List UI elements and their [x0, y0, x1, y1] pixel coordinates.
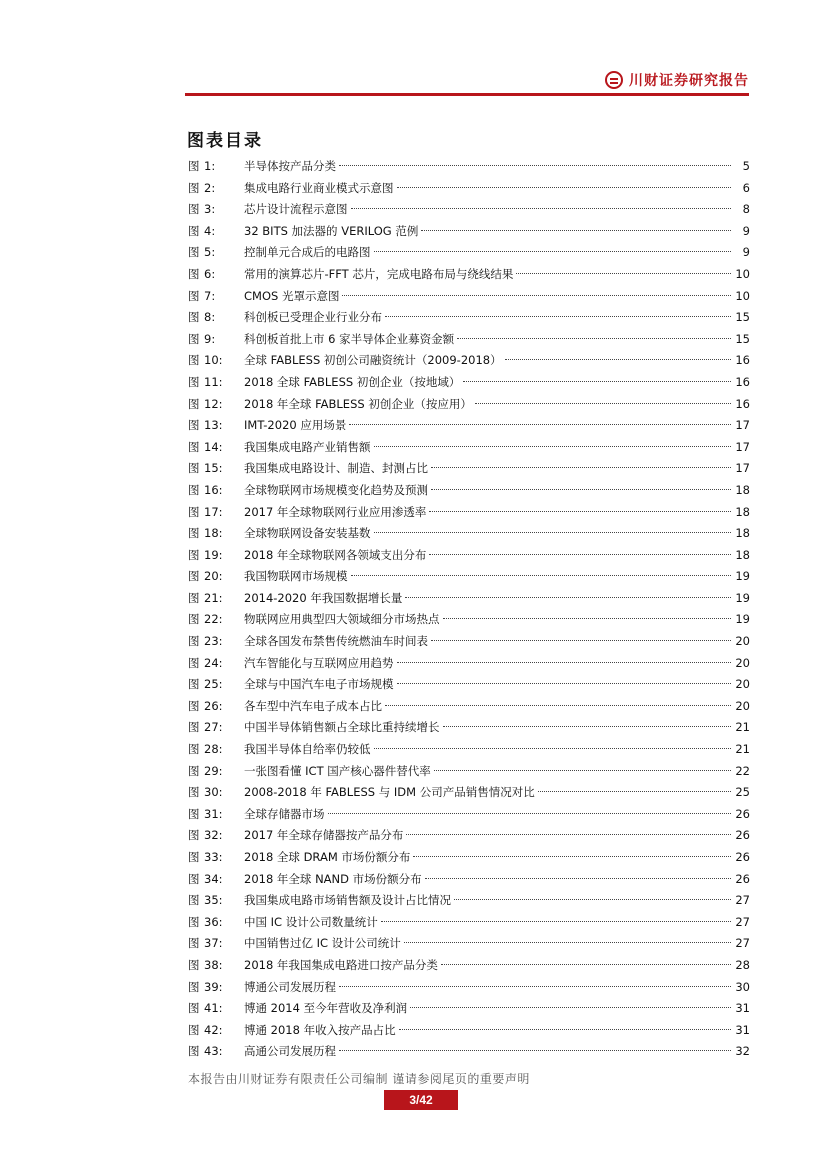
dot-leader [443, 726, 732, 727]
figure-number: 35: [204, 893, 223, 908]
figure-title: 控制单元合成后的电路图 [244, 245, 371, 260]
dot-leader [434, 770, 731, 771]
dot-leader [431, 467, 731, 468]
page-number: 18 [735, 547, 750, 562]
figure-number: 14: [204, 439, 223, 454]
toc-entry[interactable] [188, 199, 750, 221]
toc-entry[interactable] [188, 761, 750, 783]
figure-title: 集成电路行业商业模式示意图 [244, 180, 394, 195]
figure-prefix: 图 [188, 461, 200, 476]
figure-prefix: 图 [188, 957, 200, 972]
dot-leader [413, 856, 731, 857]
figure-title: 2017 年全球存储器按产品分布 [244, 828, 404, 843]
dot-leader [429, 511, 731, 512]
toc-entry[interactable] [188, 458, 750, 480]
dot-leader [421, 230, 731, 231]
figure-prefix: 图 [188, 634, 200, 649]
figure-prefix: 图 [188, 266, 200, 281]
figure-title: 常用的演算芯片-FFT 芯片，完成电路布局与绕线结果 [244, 266, 514, 281]
figure-number: 20: [204, 569, 223, 584]
figure-title: 2014-2020 年我国数据增长量 [244, 590, 403, 605]
page-number: 18 [735, 526, 750, 541]
figure-number: 18: [204, 526, 223, 541]
figure-number: 5: [204, 245, 216, 260]
figure-title: 我国集成电路市场销售额及设计占比情况 [244, 893, 451, 908]
toc-entry[interactable] [188, 523, 750, 545]
figure-number: 16: [204, 482, 223, 497]
toc-entry[interactable] [188, 912, 750, 934]
figure-number: 22: [204, 612, 223, 627]
dot-leader [425, 878, 731, 879]
dot-leader [351, 208, 732, 209]
figure-title: 全球 FABLESS 初创公司融资统计（2009-2018） [244, 353, 502, 368]
dot-leader [381, 921, 731, 922]
page-number: 16 [735, 396, 750, 411]
figure-prefix: 图 [188, 288, 200, 303]
dot-leader [349, 424, 731, 425]
figure-title: 博通 2018 年收入按产品占比 [244, 1022, 396, 1037]
toc-title: 图表目录 [187, 131, 263, 151]
toc-entry[interactable] [188, 545, 750, 567]
figure-number: 38: [204, 957, 223, 972]
toc-entry[interactable] [188, 415, 750, 437]
figure-number: 26: [204, 698, 223, 713]
dot-leader [441, 964, 731, 965]
page-number: 32 [735, 1044, 750, 1059]
dot-leader [505, 359, 731, 360]
toc-entry[interactable] [188, 869, 750, 891]
page-number: 31 [735, 1001, 750, 1016]
page-number: 21 [735, 720, 750, 735]
toc-entry[interactable] [188, 804, 750, 826]
figure-prefix: 图 [188, 482, 200, 497]
toc-entry[interactable] [188, 825, 750, 847]
figure-prefix: 图 [188, 159, 200, 173]
toc-entry[interactable] [188, 1041, 750, 1063]
figure-number: 25: [204, 677, 223, 692]
page-number: 9 [742, 223, 750, 238]
figure-prefix: 图 [188, 223, 200, 238]
dot-leader [385, 316, 731, 317]
toc-entry[interactable] [188, 350, 750, 372]
figure-title: 我国集成电路设计、制造、封测占比 [244, 461, 428, 476]
figure-number: 2: [204, 180, 216, 195]
page-number: 20 [735, 677, 750, 692]
page-number: 21 [735, 742, 750, 757]
toc-entry[interactable] [188, 933, 750, 955]
header-divider [185, 93, 749, 96]
toc-entry[interactable] [188, 609, 750, 631]
figure-title: 全球物联网设备安装基数 [244, 526, 371, 541]
toc-entry[interactable] [188, 264, 750, 286]
toc-entry[interactable] [188, 588, 750, 610]
figure-prefix: 图 [188, 353, 200, 368]
dot-leader [516, 273, 731, 274]
dot-leader [457, 338, 731, 339]
dot-leader [397, 187, 732, 188]
figure-number: 43: [204, 1044, 223, 1059]
dot-leader [374, 446, 732, 447]
dot-leader [339, 165, 731, 166]
figure-number: 3: [204, 202, 216, 217]
figure-title: 32 BITS 加法器的 VERILOG 范例 [244, 223, 419, 238]
figure-number: 11: [204, 374, 223, 389]
toc-entry[interactable] [188, 696, 750, 718]
figure-prefix: 图 [188, 871, 200, 886]
figure-prefix: 图 [188, 720, 200, 735]
figure-number: 37: [204, 936, 223, 951]
figure-prefix: 图 [188, 439, 200, 454]
toc-entry[interactable] [188, 977, 750, 999]
figure-prefix: 图 [188, 936, 200, 951]
figure-title: 2018 年全球 FABLESS 初创企业（按应用） [244, 396, 472, 411]
figure-prefix: 图 [188, 526, 200, 541]
figure-title: 2018 年我国集成电路进口按产品分类 [244, 957, 438, 972]
figure-number: 7: [204, 288, 216, 303]
toc-entry[interactable] [188, 674, 750, 696]
figure-number: 12: [204, 396, 223, 411]
page-number: 27 [735, 936, 750, 951]
figure-number: 9: [204, 331, 216, 346]
figure-prefix: 图 [188, 698, 200, 713]
figure-prefix: 图 [188, 180, 200, 195]
dot-leader [397, 662, 732, 663]
figure-title: 2008-2018 年 FABLESS 与 IDM 公司产品销售情况对比 [244, 785, 535, 800]
figure-title: 我国集成电路产业销售额 [244, 439, 371, 454]
figure-prefix: 图 [188, 655, 200, 670]
figure-number: 17: [204, 504, 223, 519]
figure-title: 中国半导体销售额占全球比重持续增长 [244, 720, 440, 735]
page-number: 9 [742, 245, 750, 260]
page-number-badge: 3/42 [384, 1090, 458, 1110]
figure-title: 2018 全球 FABLESS 初创企业（按地域） [244, 374, 461, 389]
toc-entry[interactable] [188, 178, 750, 200]
dot-leader [463, 381, 731, 382]
figure-title: 科创板首批上市 6 家半导体企业募资金额 [244, 331, 455, 346]
page-number: 17 [735, 418, 750, 433]
figure-title: 各车型中汽车电子成本占比 [244, 698, 382, 713]
figure-number: 4: [204, 223, 216, 238]
figure-number: 8: [204, 310, 216, 325]
toc-entry[interactable] [188, 739, 750, 761]
figure-prefix: 图 [188, 806, 200, 821]
dot-leader [328, 813, 732, 814]
figure-title: 半导体按产品分类 [244, 159, 336, 173]
figure-title: 物联网应用典型四大领域细分市场热点 [244, 612, 440, 627]
figure-prefix: 图 [188, 396, 200, 411]
figure-prefix: 图 [188, 763, 200, 778]
figure-prefix: 图 [188, 914, 200, 929]
figure-number: 30: [204, 785, 223, 800]
figure-title: IMT-2020 应用场景 [244, 418, 347, 433]
dot-leader [339, 1050, 731, 1051]
toc-entry[interactable] [188, 502, 750, 524]
toc-entry[interactable] [188, 480, 750, 502]
dot-leader [454, 899, 731, 900]
page-number: 28 [735, 957, 750, 972]
toc-entry[interactable] [188, 156, 750, 178]
toc-entry[interactable] [188, 782, 750, 804]
dot-leader [339, 986, 731, 987]
dot-leader [475, 403, 731, 404]
figure-number: 27: [204, 720, 223, 735]
toc-entry[interactable] [188, 329, 750, 351]
page-number: 8 [742, 202, 750, 217]
figure-prefix: 图 [188, 850, 200, 864]
figure-prefix: 图 [188, 1022, 200, 1037]
dot-leader [405, 597, 731, 598]
figure-number: 24: [204, 655, 223, 670]
figure-number: 23: [204, 634, 223, 649]
page-number: 10 [735, 266, 750, 281]
figure-number: 6: [204, 266, 216, 281]
figure-title: 全球与中国汽车电子市场规模 [244, 677, 394, 692]
dot-leader [443, 618, 732, 619]
figure-prefix: 图 [188, 547, 200, 562]
page-number: 5 [742, 159, 750, 173]
figure-prefix: 图 [188, 1044, 200, 1059]
toc-entry[interactable] [188, 372, 750, 394]
figure-prefix: 图 [188, 677, 200, 692]
figure-prefix: 图 [188, 590, 200, 605]
toc-entry[interactable] [188, 307, 750, 329]
dot-leader [397, 683, 732, 684]
page-number: 26 [735, 850, 750, 864]
dot-leader [374, 532, 732, 533]
toc-entry[interactable] [188, 437, 750, 459]
figure-title: 博通 2014 至今年营收及净利润 [244, 1001, 408, 1016]
page-number: 31 [735, 1022, 750, 1037]
page-number: 20 [735, 655, 750, 670]
figure-prefix: 图 [188, 785, 200, 800]
figure-number: 33: [204, 850, 223, 864]
page-number: 26 [735, 828, 750, 843]
figure-title: 汽车智能化与互联网应用趋势 [244, 655, 394, 670]
figure-title: 芯片设计流程示意图 [244, 202, 348, 217]
page-number: 26 [735, 806, 750, 821]
figure-prefix: 图 [188, 245, 200, 260]
figure-number: 31: [204, 806, 223, 821]
toc-entry[interactable] [188, 566, 750, 588]
figure-prefix: 图 [188, 504, 200, 519]
figure-title: 我国物联网市场规模 [244, 569, 348, 584]
figure-number: 34: [204, 871, 223, 886]
dot-leader [399, 1029, 731, 1030]
page-number: 26 [735, 871, 750, 886]
figure-title: 2018 年全球物联网各领域支出分布 [244, 547, 427, 562]
figure-title: 2018 全球 DRAM 市场份额分布 [244, 850, 411, 864]
page-number: 22 [735, 763, 750, 778]
figure-prefix: 图 [188, 742, 200, 757]
dot-leader [404, 942, 731, 943]
figure-number: 36: [204, 914, 223, 929]
page-number: 18 [735, 482, 750, 497]
brand-name: 川财证券研究报告 [629, 73, 749, 89]
figure-title: 博通公司发展历程 [244, 979, 336, 994]
figure-title: 科创板已受理企业行业分布 [244, 310, 382, 325]
company-logo-icon [605, 71, 623, 89]
toc-entry[interactable] [188, 717, 750, 739]
dot-leader [374, 251, 732, 252]
page-number: 10 [735, 288, 750, 303]
page-number: 16 [735, 374, 750, 389]
figure-number: 32: [204, 828, 223, 843]
figure-number: 28: [204, 742, 223, 757]
page-number: 6 [742, 180, 750, 195]
figure-prefix: 图 [188, 202, 200, 217]
page-number: 25 [735, 785, 750, 800]
dot-leader [342, 295, 731, 296]
figure-number: 39: [204, 979, 223, 994]
dot-leader [538, 791, 731, 792]
figure-number: 29: [204, 763, 223, 778]
figure-prefix: 图 [188, 893, 200, 908]
toc-entry[interactable] [188, 631, 750, 653]
dot-leader [431, 640, 731, 641]
toc-entry[interactable] [188, 221, 750, 243]
figure-number: 1: [204, 159, 216, 173]
page-number: 17 [735, 461, 750, 476]
page-number: 17 [735, 439, 750, 454]
figure-number: 42: [204, 1022, 223, 1037]
figure-number: 21: [204, 590, 223, 605]
figure-title: 高通公司发展历程 [244, 1044, 336, 1059]
figure-title: 全球物联网市场规模变化趋势及预测 [244, 482, 428, 497]
figure-prefix: 图 [188, 569, 200, 584]
figure-title: CMOS 光罩示意图 [244, 288, 340, 303]
toc-entry[interactable] [188, 286, 750, 308]
figure-prefix: 图 [188, 828, 200, 843]
page-number: 19 [735, 569, 750, 584]
toc-entry[interactable] [188, 242, 750, 264]
page-number: 20 [735, 634, 750, 649]
toc-list [188, 156, 750, 1063]
page-number: 15 [735, 331, 750, 346]
figure-number: 15: [204, 461, 223, 476]
figure-title: 2017 年全球物联网行业应用渗透率 [244, 504, 427, 519]
figure-number: 10: [204, 353, 223, 368]
figure-prefix: 图 [188, 331, 200, 346]
toc-entry[interactable] [188, 998, 750, 1020]
dot-leader [374, 748, 732, 749]
figure-title: 中国 IC 设计公司数量统计 [244, 914, 378, 929]
toc-entry[interactable] [188, 1020, 750, 1042]
page-number: 19 [735, 590, 750, 605]
dot-leader [429, 554, 731, 555]
page-number: 27 [735, 893, 750, 908]
figure-title: 一张图看懂 ICT 国产核心器件替代率 [244, 763, 431, 778]
dot-leader [431, 489, 731, 490]
page-number: 15 [735, 310, 750, 325]
toc-entry[interactable] [188, 847, 750, 869]
figure-title: 全球各国发布禁售传统燃油车时间表 [244, 634, 428, 649]
figure-prefix: 图 [188, 979, 200, 994]
figure-prefix: 图 [188, 612, 200, 627]
figure-number: 19: [204, 547, 223, 562]
dot-leader [410, 1007, 731, 1008]
toc-entry[interactable] [188, 653, 750, 675]
footer-disclaimer: 本报告由川财证券有限责任公司编制 谨请参阅尾页的重要声明 [188, 1072, 530, 1086]
header-brand [605, 70, 749, 90]
toc-entry[interactable] [188, 955, 750, 977]
figure-number: 41: [204, 1001, 223, 1016]
toc-entry[interactable] [188, 890, 750, 912]
page-number: 27 [735, 914, 750, 929]
figure-prefix: 图 [188, 374, 200, 389]
figure-number: 13: [204, 418, 223, 433]
toc-entry[interactable] [188, 394, 750, 416]
figure-prefix: 图 [188, 310, 200, 325]
page-number: 19 [735, 612, 750, 627]
dot-leader [351, 575, 732, 576]
figure-title: 2018 年全球 NAND 市场份额分布 [244, 871, 422, 886]
figure-title: 我国半导体自给率仍较低 [244, 742, 371, 757]
figure-prefix: 图 [188, 1001, 200, 1016]
figure-prefix: 图 [188, 418, 200, 433]
figure-title: 中国销售过亿 IC 设计公司统计 [244, 936, 401, 951]
dot-leader [406, 834, 731, 835]
dot-leader [385, 705, 731, 706]
page-number: 30 [735, 979, 750, 994]
figure-title: 全球存储器市场 [244, 806, 325, 821]
page-number: 16 [735, 353, 750, 368]
page-number: 18 [735, 504, 750, 519]
page-number: 20 [735, 698, 750, 713]
